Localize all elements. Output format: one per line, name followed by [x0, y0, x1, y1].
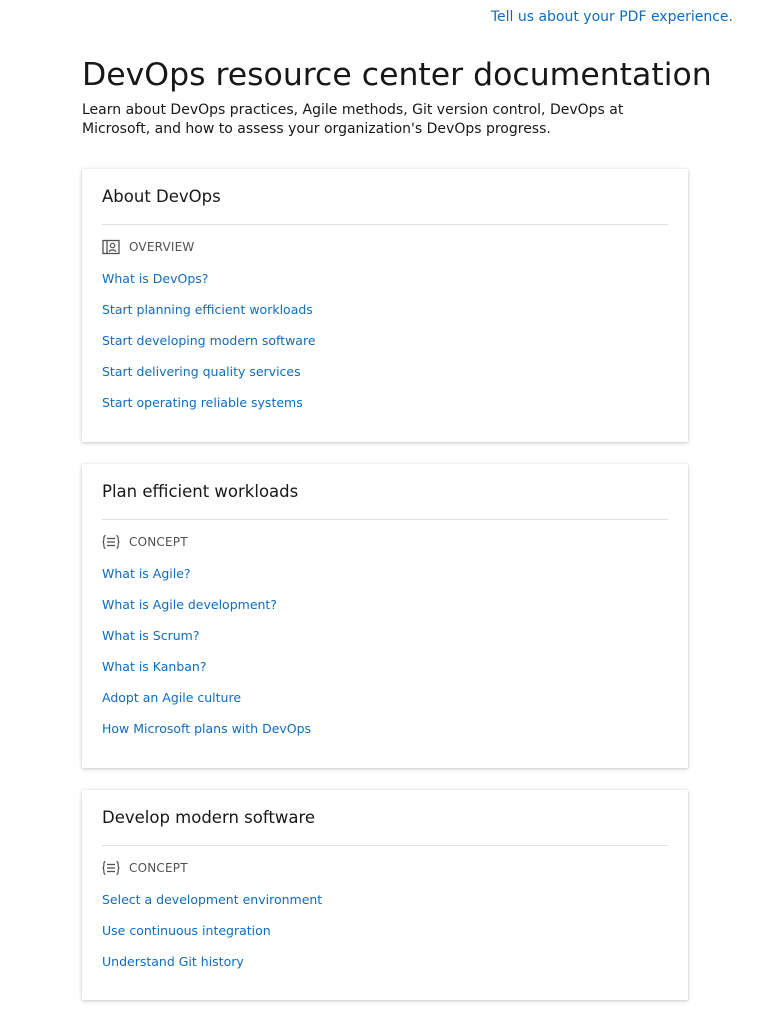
section-label: CONCEPT: [129, 861, 188, 875]
doc-link[interactable]: Start operating reliable systems: [102, 394, 303, 410]
list-item: [102, 682, 668, 713]
section-header-concept: [102, 532, 668, 552]
page-title: DevOps resource center documentation: [82, 57, 712, 93]
list-item: [102, 589, 668, 620]
concept-icon: [102, 533, 120, 551]
doc-link[interactable]: Use continuous integration: [102, 922, 271, 938]
doc-link[interactable]: What is Scrum?: [102, 627, 200, 643]
card-plan-efficient-workloads: [82, 464, 688, 768]
card-title: Plan efficient workloads: [102, 480, 668, 520]
page-summary: Learn about DevOps practices, Agile methods, Git version control, DevOps at Microsoft, and how to assess your organization's DevOps progress.: [82, 102, 624, 137]
link-list: [102, 884, 668, 977]
card-list: [82, 169, 688, 1022]
list-item: [102, 387, 668, 418]
doc-link[interactable]: Select a development environment: [102, 891, 323, 907]
overview-icon: [102, 238, 120, 256]
link-list: [102, 558, 668, 744]
doc-link[interactable]: Adopt an Agile culture: [102, 689, 242, 705]
card-title: Develop modern software: [102, 806, 668, 846]
doc-link[interactable]: What is Agile development?: [102, 596, 277, 612]
section-header-overview: [102, 237, 668, 257]
section-label: OVERVIEW: [129, 240, 195, 254]
link-list: [102, 263, 668, 418]
card-about-devops: [82, 169, 688, 442]
list-item: [102, 294, 668, 325]
doc-link[interactable]: What is DevOps?: [102, 270, 209, 286]
doc-link[interactable]: How Microsoft plans with DevOps: [102, 720, 312, 736]
doc-link[interactable]: Start developing modern software: [102, 332, 316, 348]
section-label: CONCEPT: [129, 535, 188, 549]
card-develop-modern-software: [82, 790, 688, 1000]
card-title: About DevOps: [102, 185, 668, 225]
concept-icon: [102, 859, 120, 877]
list-item: [102, 263, 668, 294]
list-item: [102, 713, 668, 744]
list-item: [102, 558, 668, 589]
section-header-concept: [102, 858, 668, 878]
list-item: [102, 356, 668, 387]
list-item: [102, 325, 668, 356]
doc-link[interactable]: What is Kanban?: [102, 658, 207, 674]
list-item: [102, 946, 668, 977]
doc-link[interactable]: Understand Git history: [102, 953, 244, 969]
list-item: [102, 651, 668, 682]
doc-link[interactable]: Start planning efficient workloads: [102, 301, 313, 317]
doc-link[interactable]: What is Agile?: [102, 565, 191, 581]
list-item: [102, 915, 668, 946]
pdf-feedback-link[interactable]: Tell us about your PDF experience.: [490, 9, 733, 25]
list-item: [102, 620, 668, 651]
list-item: [102, 884, 668, 915]
doc-link[interactable]: Start delivering quality services: [102, 363, 301, 379]
